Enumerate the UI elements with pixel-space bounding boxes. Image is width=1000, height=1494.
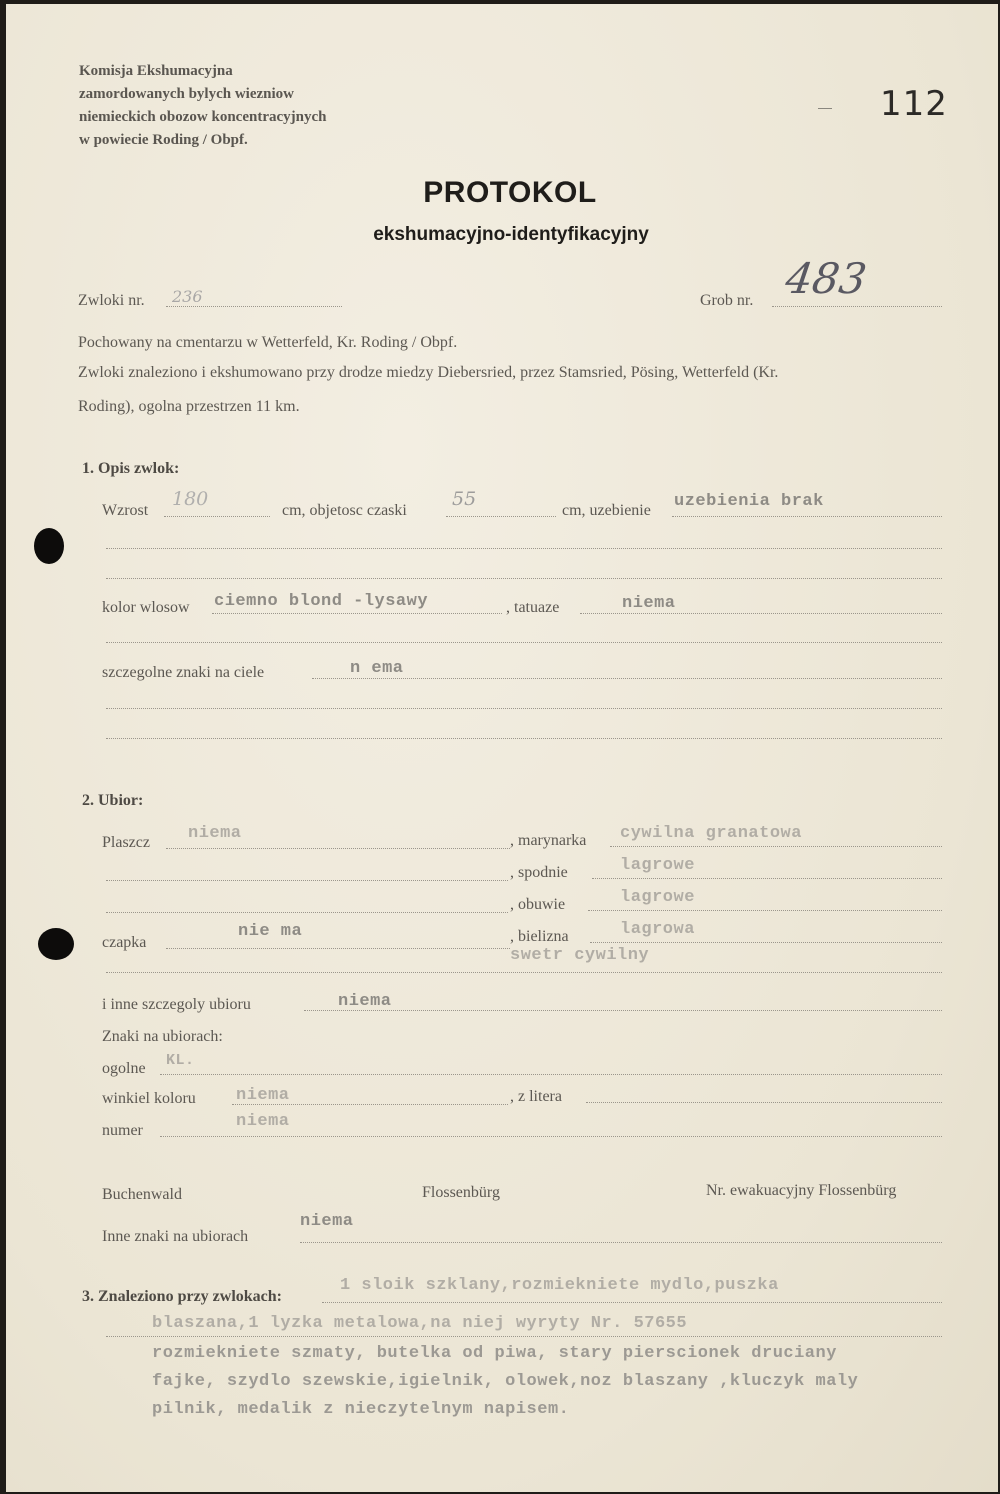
clothing-marks-heading: Znaki na ubiorach: — [102, 1028, 223, 1045]
document-subtitle: ekshumacyjno-identyfikacyjny — [373, 224, 649, 245]
body-marks-value: n ema — [350, 659, 404, 678]
blank-line — [106, 708, 942, 709]
hair-value: ciemno blond -lysawy — [214, 592, 429, 611]
underwear-label: , bielizna — [510, 928, 569, 945]
other-details-line — [304, 1010, 942, 1011]
section1-heading: 1. Opis zwlok: — [82, 460, 180, 477]
items-line-3: rozmiekniete szmaty, butelka od piwa, stary pierscionek druciany — [152, 1344, 837, 1363]
general-label: ogolne — [102, 1060, 146, 1077]
height-value: 180 — [172, 488, 209, 510]
hair-line — [212, 613, 502, 614]
underwear-value: lagrowa — [620, 920, 695, 939]
triangle-color-label: winkiel koloru — [102, 1090, 196, 1107]
height-label: Wzrost — [102, 502, 149, 519]
height-line — [164, 516, 270, 517]
items-line-1: 1 sloik szklany,rozmiekniete mydlo,puszka — [340, 1276, 779, 1295]
header-line: w powiecie Roding / Obpf. — [79, 132, 248, 148]
trousers-line — [592, 878, 942, 879]
underwear-line — [590, 942, 942, 943]
jacket-value: cywilna granatowa — [620, 824, 802, 843]
zwloki-line — [166, 306, 342, 307]
punch-hole — [34, 528, 64, 564]
other-details-value: niema — [338, 992, 392, 1011]
trousers-label: , spodnie — [510, 864, 568, 881]
shoes-line — [588, 910, 942, 911]
general-line — [160, 1074, 942, 1075]
zwloki-value: 236 — [172, 287, 203, 306]
blank-line — [106, 972, 942, 973]
jacket-line — [610, 846, 942, 847]
page-number: 112 — [880, 84, 948, 124]
trousers-value: lagrowe — [620, 856, 695, 875]
blank-line — [106, 738, 942, 739]
teeth-label: cm, uzebienie — [562, 502, 651, 519]
document-page — [6, 4, 998, 1492]
items-line-4: fajke, szydlo szewskie,igielnik, olowek,noz blaszany ,kluczyk maly — [152, 1372, 859, 1391]
cap-line — [166, 948, 510, 949]
items-line — [106, 1336, 942, 1337]
blank-line — [106, 642, 942, 643]
punch-hole — [38, 928, 74, 960]
blank-line — [106, 880, 508, 881]
coat-line — [166, 848, 510, 849]
shoes-value: lagrowe — [620, 888, 695, 907]
jacket-label: , marynarka — [510, 832, 587, 849]
number-value: niema — [236, 1112, 290, 1131]
burial-text: Pochowany na cmentarzu w Wetterfeld, Kr. Roding / Obpf. — [78, 334, 458, 351]
commission-header — [79, 60, 326, 152]
teeth-line — [672, 516, 942, 517]
skull-value: 55 — [452, 488, 477, 510]
blank-line — [106, 578, 942, 579]
zwloki-label: Zwloki nr. — [78, 292, 145, 309]
items-line-2: blaszana,1 lyzka metalowa,na niej wyryty Nr. 57655 — [152, 1314, 688, 1333]
skull-label: cm, objetosc czaski — [282, 502, 407, 519]
teeth-value: uzebienia brak — [674, 492, 824, 511]
grob-line — [772, 306, 942, 307]
shoes-label: , obuwie — [510, 896, 566, 913]
other-marks-label: Inne znaki na ubiorach — [102, 1228, 249, 1245]
header-line: Komisja Ekshumacyjna — [79, 63, 233, 79]
found-text-line1: Zwloki znaleziono i ekshumowano przy drodze miedzy Diebersried, przez Stamsried, Pösing, Wetterfeld (Kr. — [78, 364, 779, 381]
document-title: PROTOKOL — [423, 176, 597, 209]
tattoo-label: , tatuaze — [506, 599, 560, 616]
triangle-color-value: niema — [236, 1086, 290, 1105]
other-marks-line — [300, 1242, 942, 1243]
hair-label: kolor wlosow — [102, 599, 190, 616]
buchenwald-label: Buchenwald — [102, 1186, 182, 1203]
grob-label: Grob nr. — [700, 292, 754, 309]
grob-value: 483 — [782, 254, 870, 303]
evacuation-number-label: Nr. ewakuacyjny Flossenbürg — [706, 1182, 897, 1199]
other-details-label: i inne szczegoly ubioru — [102, 996, 251, 1013]
cap-label: czapka — [102, 934, 147, 951]
skull-line — [446, 516, 556, 517]
sweater-value: swetr cywilny — [510, 946, 650, 965]
items-line — [322, 1302, 942, 1303]
general-value: KL. — [166, 1052, 195, 1069]
pencil-mark — [818, 108, 832, 109]
coat-label: Plaszcz — [102, 834, 150, 851]
number-line — [160, 1136, 942, 1137]
tattoo-value: niema — [622, 594, 676, 613]
section2-heading: 2. Ubior: — [82, 792, 144, 809]
blank-line — [106, 912, 508, 913]
letter-line — [586, 1102, 942, 1103]
header-line: zamordowanych bylych wiezniow — [79, 86, 294, 102]
body-marks-line — [312, 678, 942, 679]
found-text-line2: Roding), ogolna przestrzen 11 km. — [78, 398, 300, 415]
tattoo-line — [580, 613, 942, 614]
header-line: niemieckich obozow koncentracyjnych — [79, 109, 327, 125]
number-label: numer — [102, 1122, 143, 1139]
blank-line — [106, 548, 942, 549]
coat-value: niema — [188, 824, 242, 843]
section3-heading: 3. Znaleziono przy zwlokach: — [82, 1288, 282, 1305]
flossenburg-label: Flossenbürg — [422, 1184, 500, 1201]
letter-label: , z litera — [510, 1088, 562, 1105]
other-marks-value: niema — [300, 1212, 354, 1231]
body-marks-label: szczegolne znaki na ciele — [102, 664, 265, 681]
items-line-5: pilnik, medalik z nieczytelnym napisem. — [152, 1400, 570, 1419]
cap-value: nie ma — [238, 922, 303, 941]
